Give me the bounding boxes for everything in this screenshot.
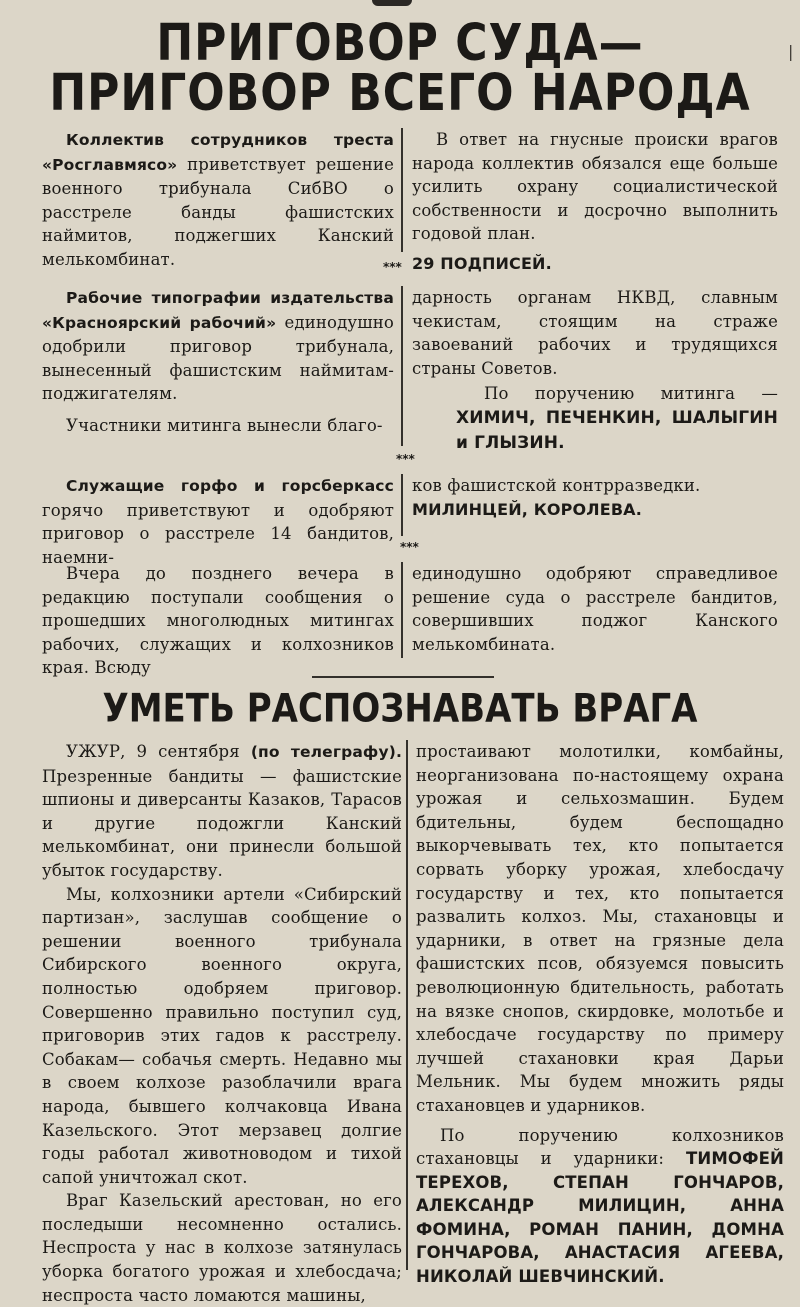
article2-right-column	[416, 740, 784, 1289]
block2-by-line: По поручению митинга —	[484, 384, 778, 404]
article2-dateline: УЖУР, 9 сентября	[66, 742, 251, 761]
column-divider	[406, 740, 408, 1270]
block3-right-text: ков фашистской контрразведки.	[412, 476, 701, 495]
block3-left-column	[42, 474, 394, 569]
block1-lead: Коллектив сотрудников треста «Росглавмясо»	[42, 131, 394, 174]
block3-signature: МИЛИНЦЕЙ, КОРОЛЕВА.	[412, 499, 642, 519]
article2-left-p2: Мы, колхозники артели «Сибирский партизан», заслушав сообщение о решении военного трибунала Сибирского военного округа, полностью одобряем приговор. Совершенно правильно поступил суд, приговорив этих гадов к расстрелу. Собакам— собачья смерть. Недавно мы в своем колхозе разоблачили врага народа, бывшего колчаковца Ивана Казельского. Этот мерзавец долгие годы работал животноводом и тихой сапой уничтожал скот.	[42, 884, 402, 1187]
article2-dateline-note: (по телеграфу).	[250, 743, 402, 761]
article2-right-p1: простаивают молотилки, комбайны, неорганизована по-настоящему охрана урожая и сельхозмашин. Будем бдительны, будем беспощадно выкорчевывать тех, кто попытается сорвать уборку урожая, хлебосдачу государству и тех, кто попытается развалить колхоз. Мы, стахановцы и ударники, в ответ на грязные дела фашистских псов, обязуемся повысить революционную бдительность, работать на вязке снопов, скирдовке, молотьбе и хлебосдаче государству по примеру лучшей стахановки края Дарьи Мельник. Мы будем множить ряды стахановцев и ударников.	[416, 742, 784, 1115]
article2-left-p1: Презренные бандиты — фашистские шпионы и диверсанты Казаков, Тарасов и другие подожгли Канский мелькомбинат, они принесли большой убыток государству.	[42, 766, 402, 880]
article2-names: ТИМОФЕЙ ТЕРЕХОВ, СТЕПАН ГОНЧАРОВ, АЛЕКСАНДР МИЛИЦИН, АННА ФОМИНА, РОМАН ПАНИН, ДОМНА ГОНЧАРОВА, АНАСТАСИЯ АГЕЕВА, НИКОЛАЙ ШЕВЧИНСКИЙ.	[416, 1149, 784, 1287]
article2-left-p3: Враг Казельский арестован, но его последыши несомненно остались. Неспроста у нас в колхозе затянулась уборка богатого урожая и хлебосдача; неспроста часто ломаются машины,	[42, 1191, 402, 1305]
article2-by-line: По поручению колхозников стахановцы и ударники:	[416, 1125, 784, 1169]
block4-left-text: Вчера до позднего вечера в редакцию поступали сообщения о прошедших многолюдных митингах рабочих, служащих и колхозников края. Всюду	[42, 564, 394, 678]
block2-right-text: дарность органам НКВД, славным чекистам, стоящим на страже завоеваний рабочих и трудящихся страны Советов.	[412, 288, 778, 378]
block1-right-column	[412, 128, 778, 276]
block2-left-text2: Участники митинга вынесли благо-	[66, 415, 383, 435]
block1-left-column	[42, 128, 394, 272]
block3-right-column	[412, 474, 778, 521]
article2-title: УМЕТЬ РАСПОЗНАВАТЬ ВРАГА	[102, 686, 698, 732]
block1-right-text: В ответ на гнусные происки врагов народа коллектив обязался еще больше усилить охрану социалистической собственности и досрочно выполнить годовой план.	[412, 130, 778, 244]
block3-left-text: горячо приветствуют и одобряют приговор о расстреле 14 бандитов, наемни-	[42, 500, 394, 567]
block4-right-text: единодушно одобряют справедливое решение суда о расстреле бандитов, совершивших поджог Канского мелькомбината.	[412, 564, 778, 654]
block2-names: ХИМИЧ, ПЕЧЕНКИН, ШАЛЫГИН и ГЛЫЗИН.	[456, 407, 778, 453]
separator-stars: ***	[400, 540, 419, 554]
main-headline-line2: ПРИГОВОР ВСЕГО НАРОДА	[49, 64, 751, 123]
column-divider	[401, 286, 403, 446]
main-headline-line1: ПРИГОВОР СУДА—	[156, 14, 644, 73]
separator-stars: ***	[383, 260, 402, 274]
block1-left-text: приветствует решение военного трибунала СибВО о расстреле банды фашистских наймитов, поджегших Канский мелькомбинат.	[42, 154, 394, 269]
block2-right-column	[412, 286, 778, 455]
section-rule	[312, 676, 494, 678]
block4-left-column	[42, 562, 394, 680]
print-mark	[372, 0, 412, 6]
separator-stars: ***	[396, 452, 415, 466]
column-divider	[401, 562, 403, 658]
block4-right-column	[412, 562, 778, 656]
page-edge-text: |	[788, 42, 794, 61]
block2-lead: Рабочие типографии издательства «Красноярский рабочий»	[42, 289, 394, 332]
block2-left-text: единодушно одобрили приговор трибунала, вынесенный фашистским наймитам-поджигателям.	[42, 312, 394, 404]
column-divider	[401, 474, 403, 536]
article2-left-column	[42, 740, 402, 1307]
block2-left-column	[42, 286, 394, 438]
block1-signature: 29 ПОДПИСЕЙ.	[412, 253, 552, 273]
block3-lead: Служащие горфо и горсберкасс	[66, 477, 394, 495]
column-divider	[401, 128, 403, 252]
